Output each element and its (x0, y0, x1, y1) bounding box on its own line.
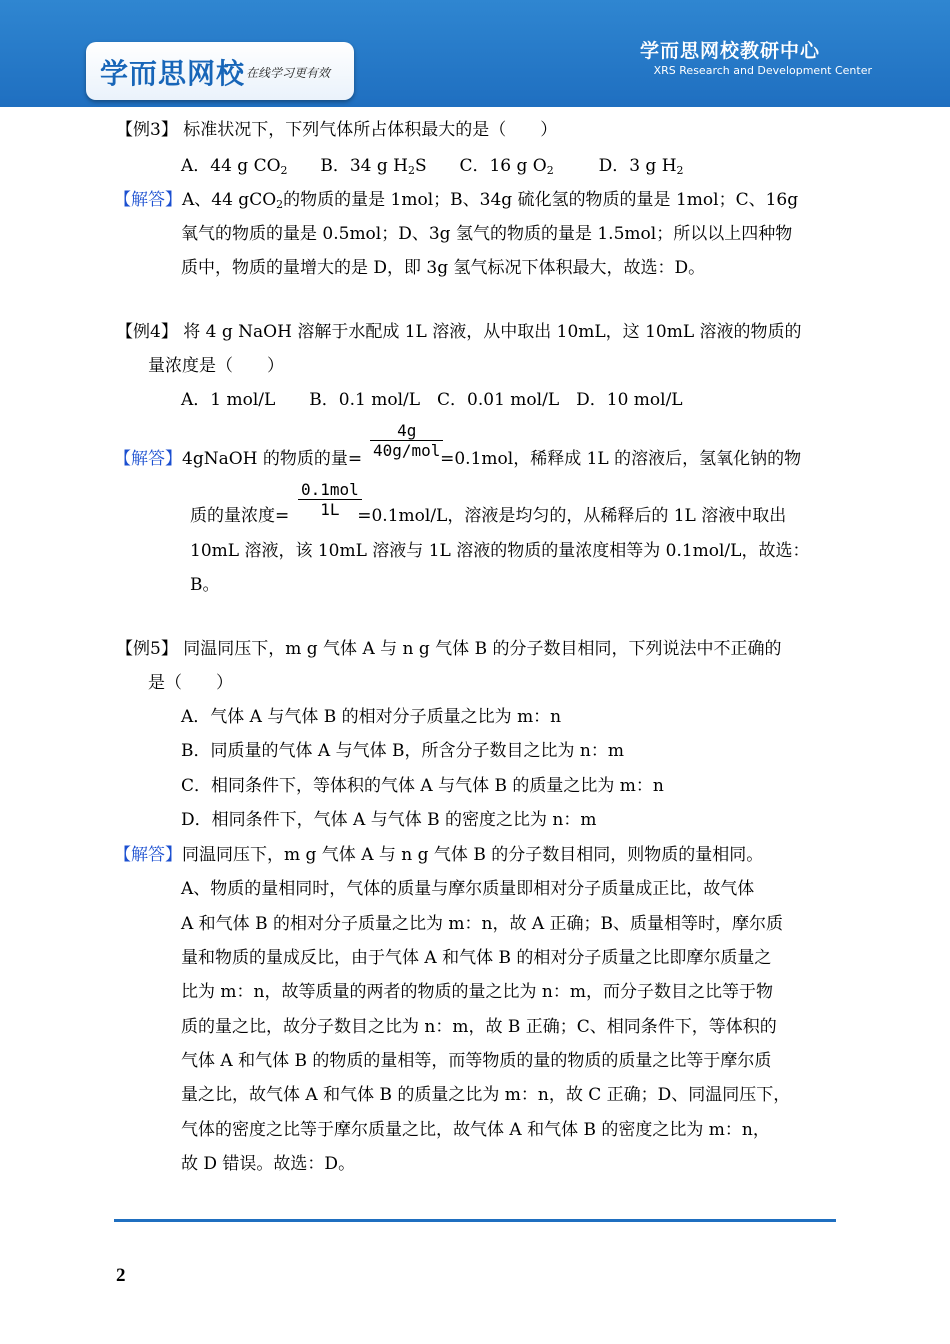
example-3-options: A．44 g $CO_2$ B．34 g $H_2S$ C．16 g $O_2$ D．3 g $H_2$ (181, 156, 684, 177)
fraction-moles-over-volume: 0.1mol 1L (298, 480, 362, 519)
footer-divider (114, 1219, 836, 1222)
answer-tag: 【解答】 (114, 845, 182, 865)
example-5-option-c: C．相同条件下，等体积的气体 A 与气体 B 的质量之比为 m：n (181, 776, 664, 796)
example-5-answer-line-8: 量之比，故气体 A 和气体 B 的质量之比为 m：n，故 C 正确；D、同温同压下， (181, 1085, 791, 1105)
example-5-answer-line-10: 故 D 错误。故选：D。 (181, 1154, 356, 1174)
example-3-tag: 【例3】 (116, 120, 178, 140)
example-5-answer-line-2: A、物质的量相同时，气体的质量与摩尔质量即相对分子质量成正比，故气体 (181, 879, 755, 899)
example-5-answer-line-1: 【解答】同温同压下，m g 气体 A 与 n g 气体 B 的分子数目相同，则物质的量相同。 (114, 845, 764, 865)
example-5-option-b: B．同质量的气体 A 与气体 B，所含分子数目之比为 n：m (181, 741, 624, 761)
example-4-question-line-2: 量浓度是（ ） (148, 356, 284, 376)
logo-title: 学而思网校 (100, 57, 246, 90)
logo (86, 42, 354, 100)
example-5-answer-line-7: 气体 A 和气体 B 的物质的量相等，而等物质的量的物质的质量之比等于摩尔质 (181, 1051, 772, 1071)
example-5-option-a: A．气体 A 与气体 B 的相对分子质量之比为 m：n (181, 707, 562, 727)
page-header (0, 0, 950, 107)
example-3-answer-line-3: 质中，物质的量增大的是 D，即 3g 氢气标况下体积最大，故选：D。 (181, 258, 706, 278)
example-4-answer-line-1: 【解答】4gNaOH 的物质的量= =0.1mol，稀释成 1L 的溶液后，氢氧化钠的物 (114, 449, 802, 469)
research-center-title: 学而思网校教研中心 (639, 40, 820, 62)
example-4-options: A．1 mol/L B．0.1 mol/L C．0.01 mol/L D．10 mol/L (181, 390, 683, 410)
example-5-question-line-1: 【例5】 同温同压下，m g 气体 A 与 n g 气体 B 的分子数目相同，下列说法中不正确的 (116, 639, 782, 659)
fraction-mass-over-molar-mass: 4g 40g/mol (370, 421, 443, 460)
answer-tag: 【解答】 (114, 190, 182, 210)
example-3-answer-line-2: 氧气的物质的量是 0.5mol；D、3g 氢气的物质的量是 1.5mol；所以以上四种物 (181, 224, 793, 244)
example-3-question: 【例3】 标准状况下，下列气体所占体积最大的是（ ） (116, 120, 558, 140)
example-5-answer-line-5: 比为 m：n，故等质量的两者的物质的量之比为 n：m，而分子数目之比等于物 (181, 982, 773, 1002)
research-center-subtitle: XRS Research and Development Center (653, 64, 872, 77)
example-4-answer-line-2: 质的量浓度= =0.1mol/L，溶液是均匀的，从稀释后的 1L 溶液中取出 (190, 506, 787, 526)
example-5-option-d: D．相同条件下，气体 A 与气体 B 的密度之比为 n：m (181, 810, 597, 830)
example-5-answer-line-6: 质的量之比，故分子数目之比为 n：m，故 B 正确；C、相同条件下，等体积的 (181, 1017, 777, 1037)
example-4-answer-line-3: 10mL 溶液，该 10mL 溶液与 1L 溶液的物质的量浓度相等为 0.1mol/L，故选： (190, 541, 810, 561)
example-4-question-line-1: 【例4】 将 4 g NaOH 溶解于水配成 1L 溶液，从中取出 10mL，这 10mL 溶液的物质的 (116, 322, 802, 342)
example-5-tag: 【例5】 (116, 639, 178, 659)
example-4-answer-line-4: B。 (190, 575, 220, 595)
logo-slogan: 在线学习更有效 (246, 66, 331, 80)
page-number: 2 (116, 1265, 126, 1286)
example-5-answer-line-4: 量和物质的量成反比，由于气体 A 和气体 B 的相对分子质量之比即摩尔质量之 (181, 948, 772, 968)
example-5-answer-line-3: A 和气体 B 的相对分子质量之比为 m：n，故 A 正确；B、质量相等时，摩尔质 (181, 914, 784, 934)
answer-tag: 【解答】 (114, 449, 182, 469)
example-5-question-line-2: 是（ ） (148, 673, 233, 693)
example-4-tag: 【例4】 (116, 322, 178, 342)
example-5-answer-line-9: 气体的密度之比等于摩尔质量之比，故气体 A 和气体 B 的密度之比为 m：n， (181, 1120, 770, 1140)
example-3-answer-line-1: 【解答】A、44 gCO$_2$的物质的量是 1mol；B、34g 硫化氢的物质的量是 1mol；C、16g (114, 190, 799, 211)
